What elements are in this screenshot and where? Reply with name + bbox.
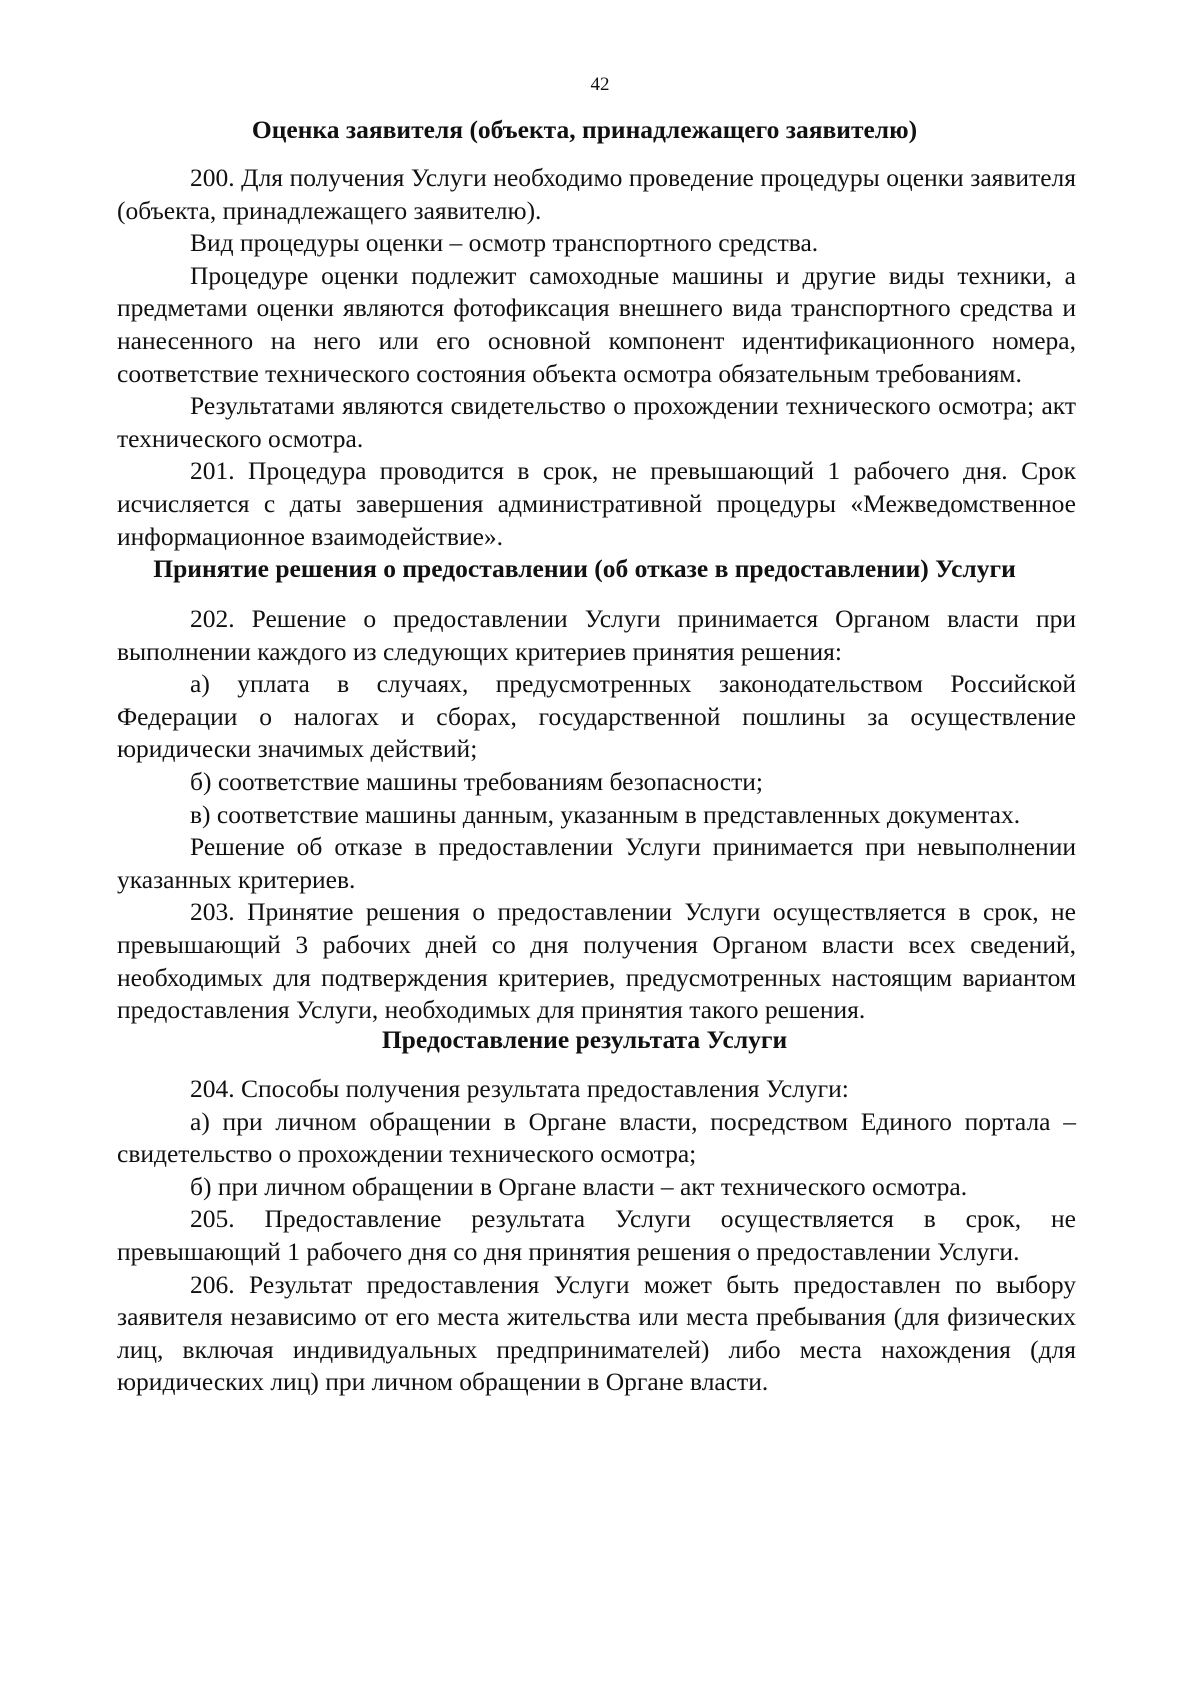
paragraph-criterion-b: б) соответствие машины требованиям безопасности;	[190, 766, 763, 796]
section-body-decision	[117, 603, 1076, 1027]
paragraph-criterion-a: а) уплата в случаях, предусмотренных законодательством Российской Федерации о налогах и сборах, государственной пошлины за осуществление юридически значимых действий;	[117, 669, 1076, 764]
paragraph-200: 200. Для получения Услуги необходимо проведение процедуры оценки заявителя (объекта, принадлежащего заявителю).	[117, 163, 1076, 225]
paragraph-205: 205. Предоставление результата Услуги осуществляется в срок, не превышающий 1 рабочего дня со дня принятия решения о предоставлении Услуги.	[117, 1204, 1076, 1266]
paragraph-assessment-results: Результатами являются свидетельство о прохождении технического осмотра; акт технического осмотра.	[117, 391, 1076, 453]
paragraph-method-b: б) при личном обращении в Органе власти – акт технического осмотра.	[190, 1171, 968, 1201]
paragraph-203: 203. Принятие решения о предоставлении Услуги осуществляется в срок, не превышающий 3 рабочих дней со дня получения Органом власти всех сведений, необходимых для подтверждения критериев, предусмотренных настоящим вариантом предоставления Услуги, необходимых для принятия такого решения.	[117, 897, 1076, 1025]
section-title-applicant-assessment: Оценка заявителя (объекта, принадлежащего заявителю)	[251, 115, 918, 144]
paragraph-204: 204. Способы получения результата предоставления Услуги:	[190, 1074, 849, 1103]
paragraph-206: 206. Результат предоставления Услуги может быть предоставлен по выбору заявителя независимо от его места жительства или места пребывания (для физических лиц, включая индивидуальных предпринимателей) либо места нахождения (для юридических лиц) при личном обращении в Органе власти.	[117, 1269, 1076, 1397]
paragraph-refusal: Решение об отказе в предоставлении Услуги принимается при невыполнении указанных критериев.	[117, 832, 1076, 894]
paragraph-method-a: а) при личном обращении в Органе власти, посредством Единого портала – свидетельство о прохождении технического осмотра;	[117, 1106, 1076, 1169]
section-title-result-delivery: Предоставление результата Услуги	[381, 1025, 788, 1054]
paragraph-201: 201. Процедура проводится в срок, не превышающий 1 рабочего дня. Срок исчисляется с даты завершения административной процедуры «Межведомственное информационное взаимодействие».	[117, 456, 1076, 551]
paragraph-criterion-c: в) соответствие машины данным, указанным в представленных документах.	[190, 799, 1021, 829]
section-body-applicant-assessment	[117, 162, 1076, 553]
paragraph-202: 202. Решение о предоставлении Услуги принимается Органом власти при выполнении каждого из следующих критериев принятия решения:	[117, 604, 1076, 666]
page-number: 42	[590, 74, 610, 95]
paragraph-assessment-subject: Процедуре оценки подлежит самоходные машины и другие виды техники, а предметами оценки являются фотофиксация внешнего вида транспортного средства и нанесенного на него или его основной компонент идентификационного номера, соответствие технического состояния объекта осмотра обязательным требованиям.	[117, 260, 1076, 388]
section-body-result-delivery	[117, 1073, 1076, 1399]
section-title-decision: Принятие решения о предоставлении (об отказе в предоставлении) Услуги	[153, 554, 1016, 583]
paragraph-assessment-type: Вид процедуры оценки – осмотр транспортного средства.	[190, 228, 819, 258]
